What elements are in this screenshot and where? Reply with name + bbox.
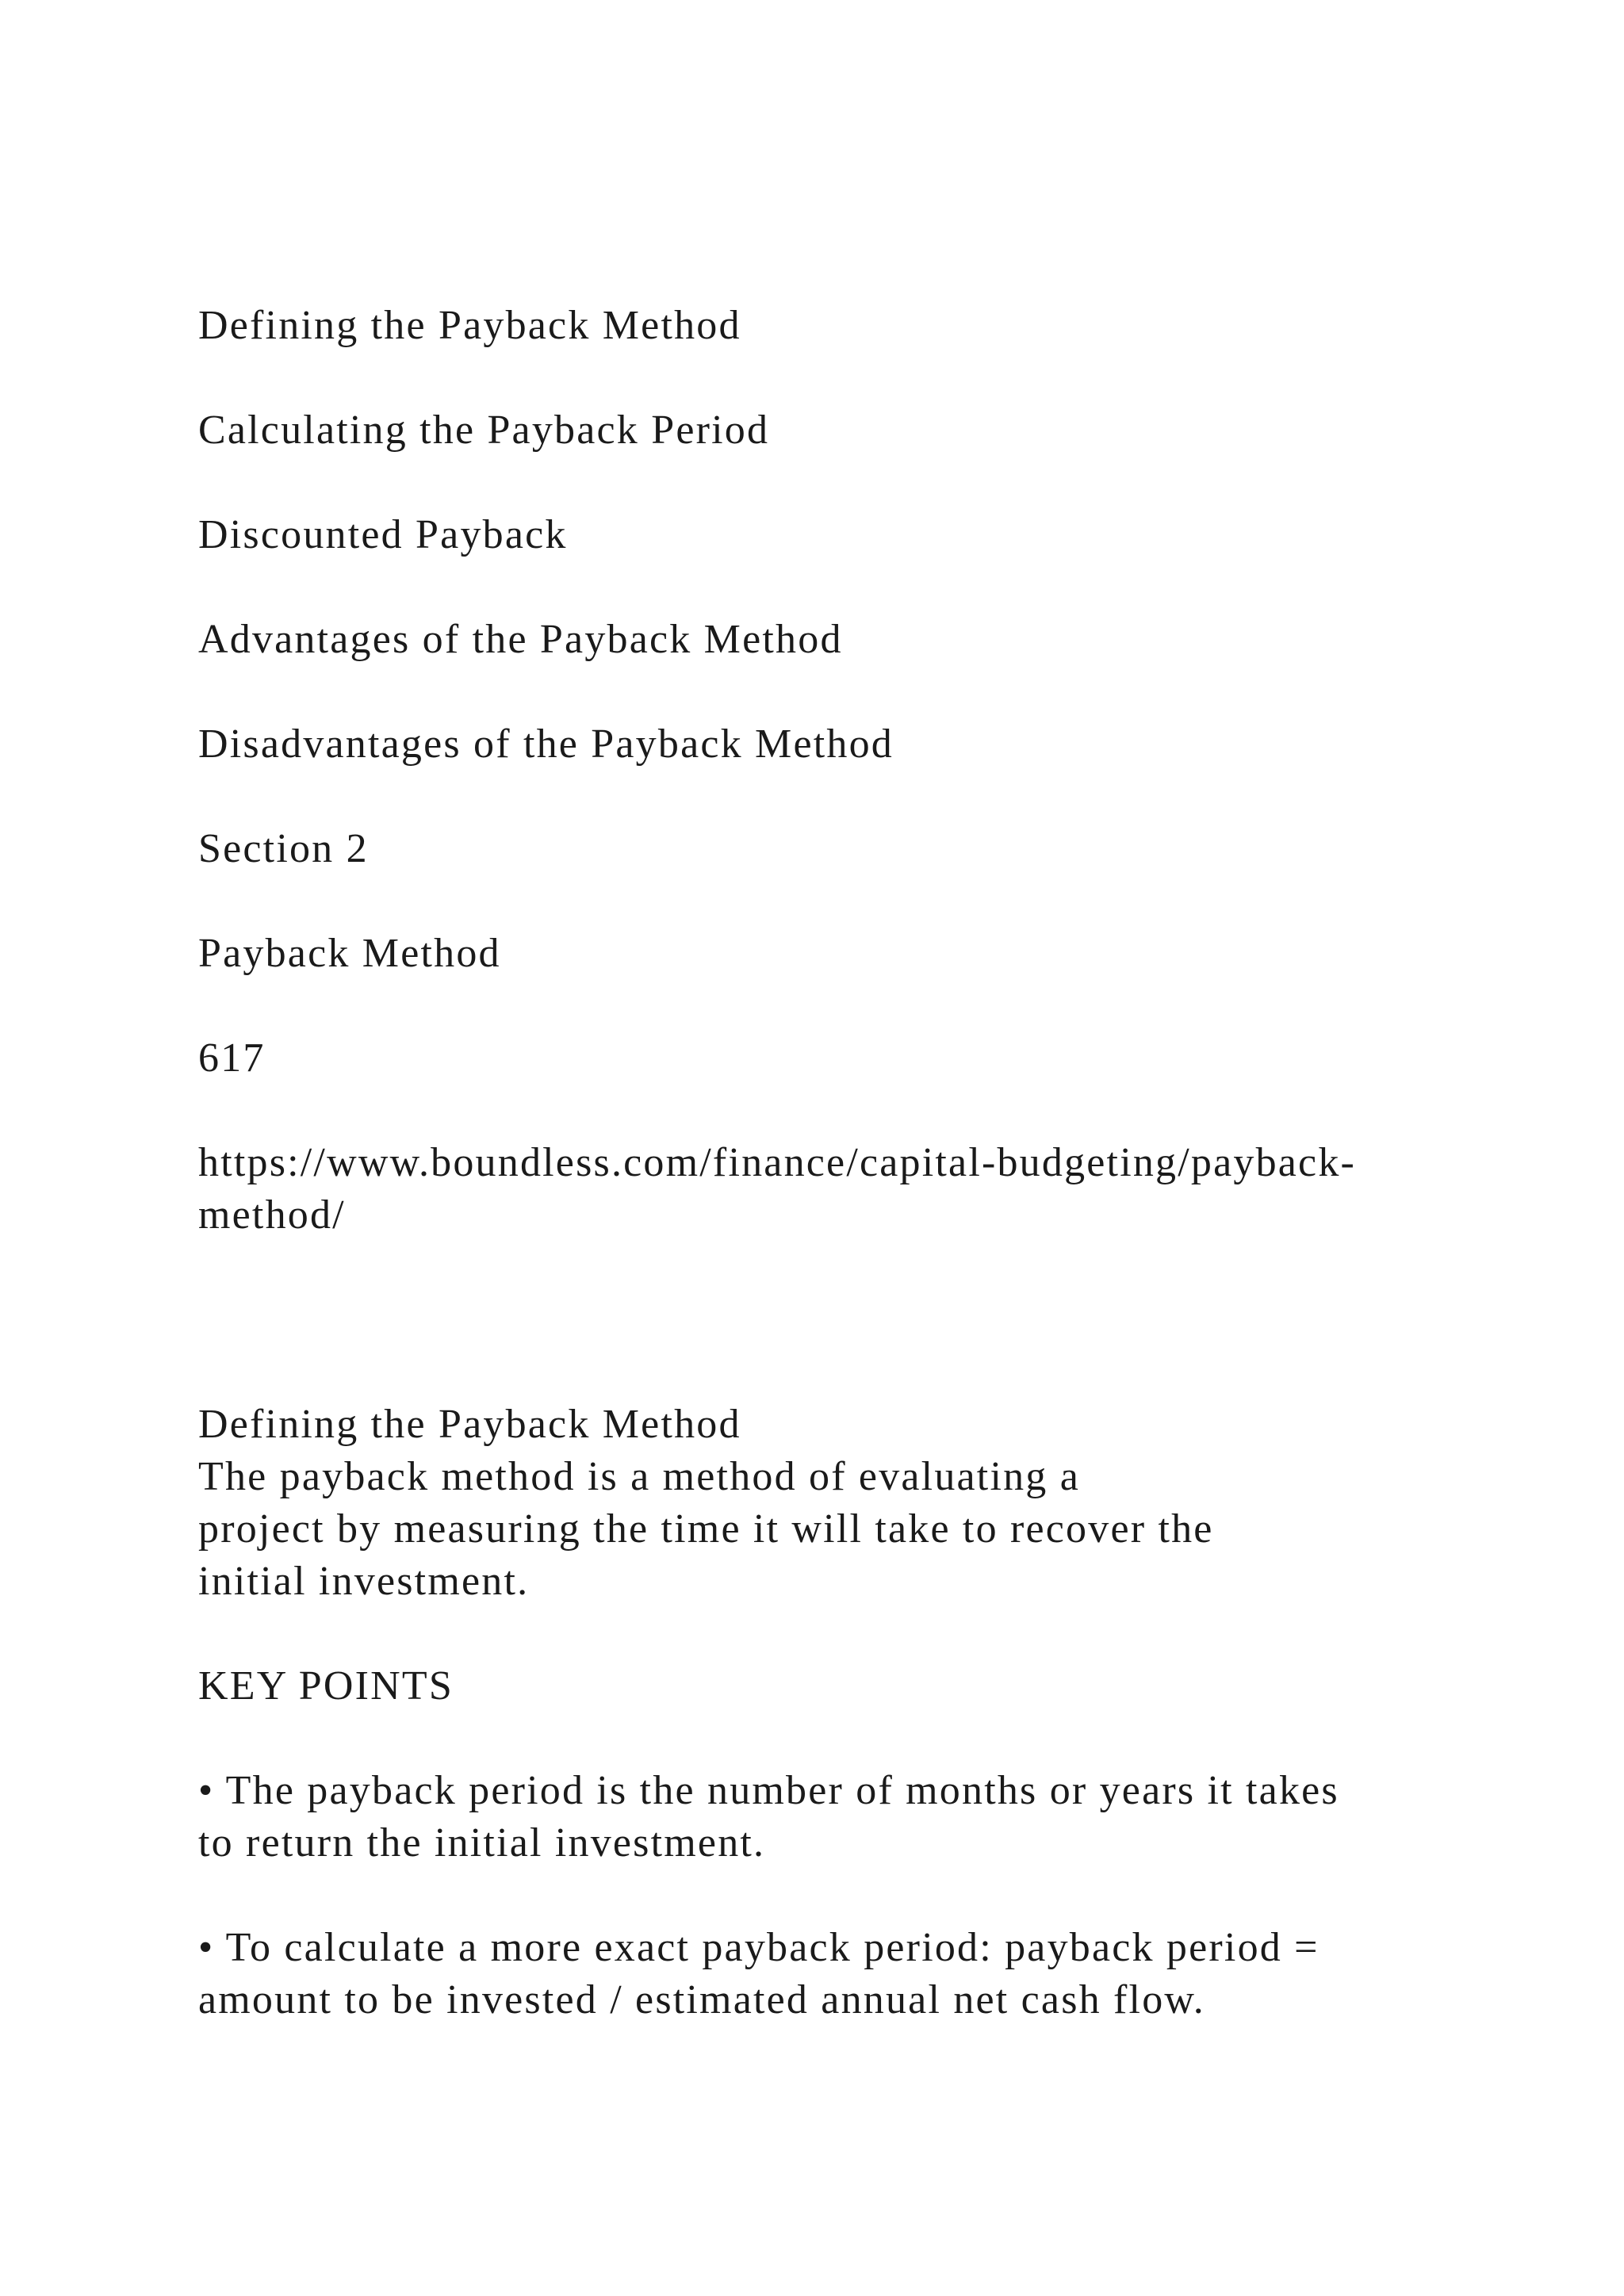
intro-line-1: The payback method is a method of evaluating a — [198, 1454, 1080, 1499]
toc-item-calculating: Calculating the Payback Period — [198, 408, 770, 453]
source-url — [198, 1137, 1435, 1242]
section-title: Payback Method — [198, 931, 501, 976]
document-page — [198, 0, 1435, 2296]
content-heading: Defining the Payback Method — [198, 1402, 741, 1447]
page-number: 617 — [198, 1035, 266, 1081]
key-point-1-line-1: • The payback period is the number of months or years it takes — [198, 1768, 1339, 1813]
intro-line-2: project by measuring the time it will take to recover the — [198, 1506, 1214, 1552]
intro-line-3: initial investment. — [198, 1559, 530, 1604]
key-point-1-line-2: to return the initial investment. — [198, 1820, 766, 1866]
key-point-2-line-2: amount to be invested / estimated annual net cash flow. — [198, 1977, 1205, 2022]
source-url-line-2: method/ — [198, 1192, 346, 1238]
toc-item-defining: Defining the Payback Method — [198, 303, 741, 348]
toc-item-discounted: Discounted Payback — [198, 512, 568, 557]
key-point-2-line-1: • To calculate a more exact payback period: payback period = — [198, 1925, 1320, 1970]
source-url-line-1: https://www.boundless.com/finance/capital-budgeting/payback- — [198, 1140, 1357, 1185]
toc-item-disadvantages: Disadvantages of the Payback Method — [198, 721, 894, 767]
key-points-label: KEY POINTS — [198, 1663, 454, 1709]
toc-item-advantages: Advantages of the Payback Method — [198, 617, 843, 662]
section-label: Section 2 — [198, 826, 369, 871]
